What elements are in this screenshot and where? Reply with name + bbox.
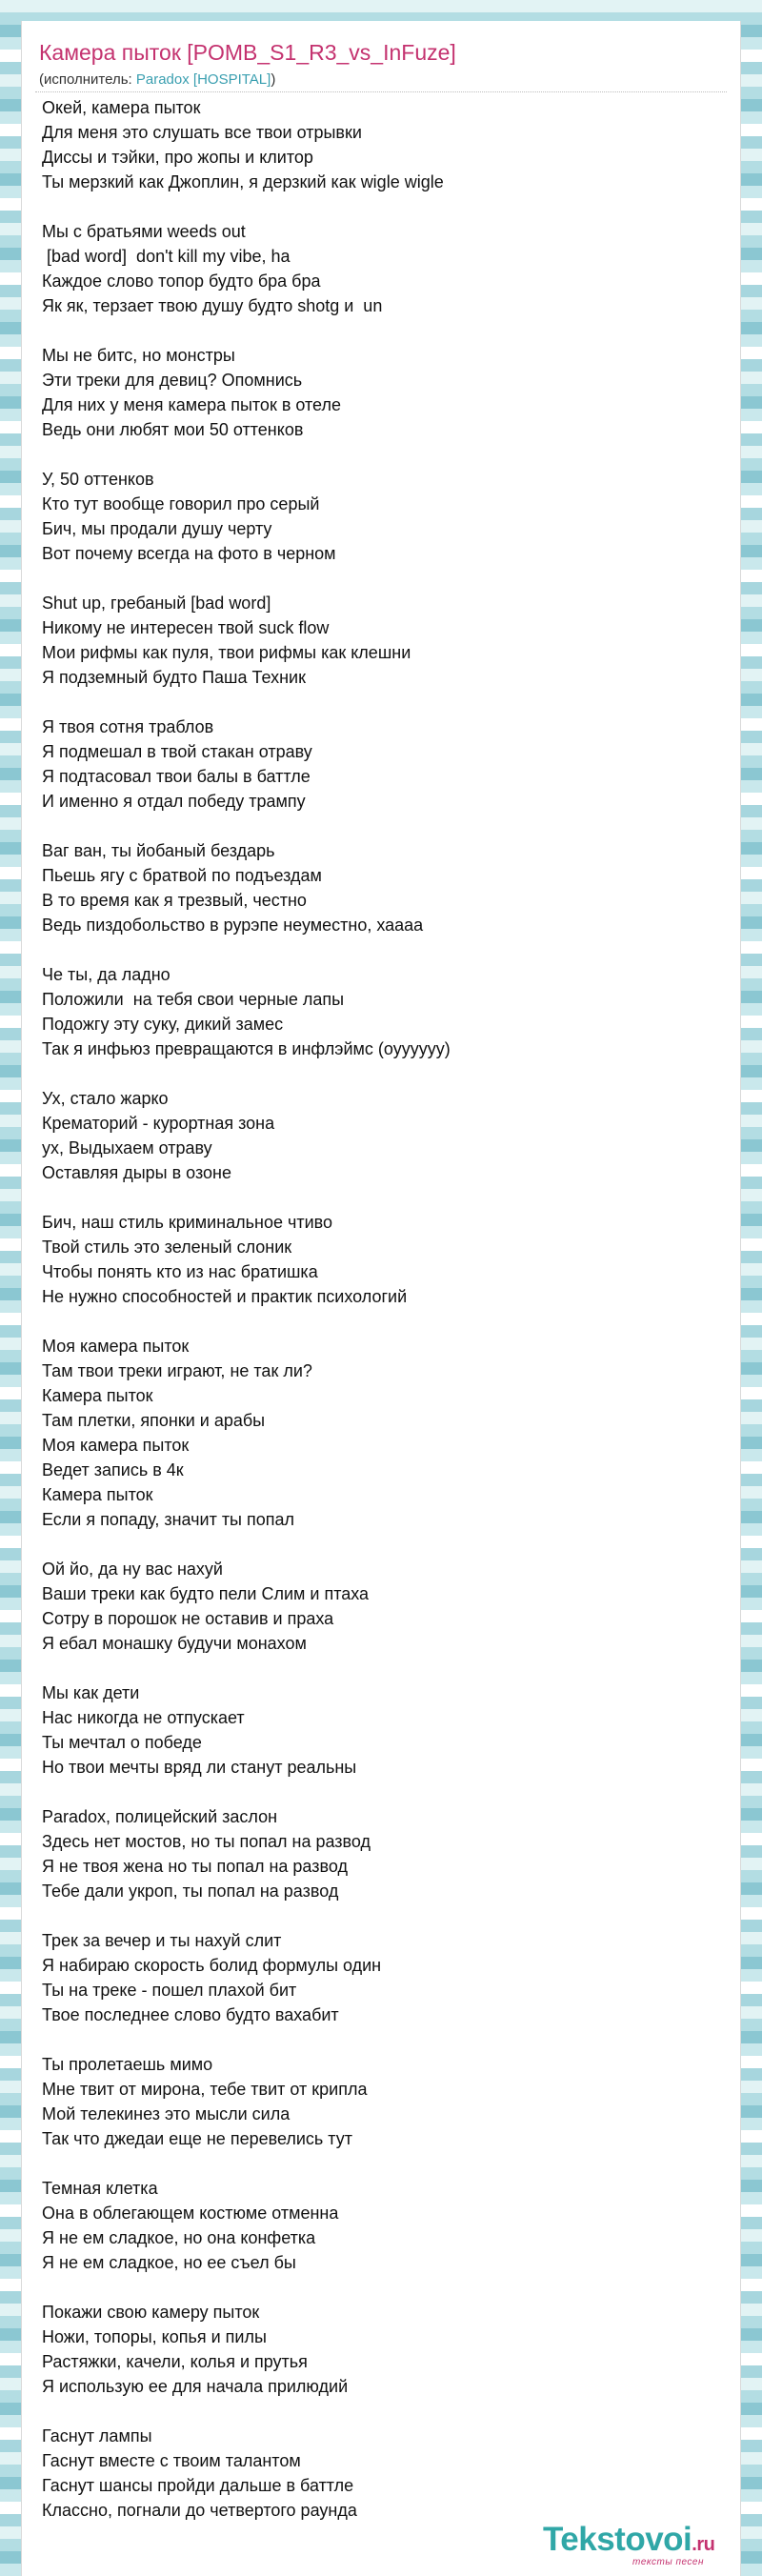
lyric-line: Моя камера пыток	[42, 1337, 190, 1356]
page-title: Камера пыток [POMB_S1_R3_vs_InFuze]	[39, 40, 456, 65]
lyric-line: Но твои мечты вряд ли станут реальны	[42, 1758, 357, 1777]
lyrics-stanza	[42, 2300, 709, 2399]
artist-suffix: )	[271, 71, 276, 88]
lyric-line: Мы не битс, но монстры	[42, 346, 235, 365]
lyric-line: Мои рифмы как пуля, твои рифмы как клешни	[42, 643, 411, 662]
lyric-line: Здесь нет мостов, но ты попал на развод	[42, 1832, 371, 1851]
lyric-line: Эти треки для девиц? Опомнись	[42, 371, 303, 390]
logo-tagline: тексты песен	[632, 2557, 704, 2567]
lyric-line: Оставляя дыры в озоне	[42, 1163, 231, 1182]
lyric-line: [bad word] don't kill my vibe, ha	[42, 247, 291, 266]
lyric-line: Темная клетка	[42, 2179, 158, 2198]
lyric-line: Бич, наш стиль криминальное чтиво	[42, 1213, 333, 1232]
lyric-line: Че ты, да ладно	[42, 965, 170, 984]
lyric-line: Положили на тебя свои черные лапы	[42, 990, 345, 1009]
lyric-line: Бич, мы продали душу черту	[42, 519, 272, 538]
lyric-line: Ножи, топоры, копья и пилы	[42, 2327, 267, 2346]
lyric-line: Растяжки, качели, колья и прутья	[42, 2352, 308, 2371]
lyric-line: Трек за вечер и ты нахуй слит	[42, 1931, 282, 1950]
lyric-line: В то время как я трезвый, честно	[42, 891, 307, 910]
lyric-line: Она в облегающем костюме отменна	[42, 2204, 339, 2223]
lyric-line: Окей, камера пыток	[42, 98, 201, 117]
lyric-line: Классно, погнали до четвертого раунда	[42, 2501, 357, 2520]
lyrics-stanza	[42, 1804, 709, 1903]
lyrics-stanza	[42, 1557, 709, 1656]
lyric-line: Ваши треки как будто пели Слим и птаха	[42, 1584, 370, 1603]
lyric-line: Так я инфьюз превращаются в инфлэймс (оуууууу)	[42, 1039, 451, 1058]
lyrics-stanza	[42, 95, 709, 194]
lyric-line: Диссы и тэйки, про жопы и клитор	[42, 148, 313, 167]
lyrics-stanza	[42, 1680, 709, 1780]
lyric-line: Никому не интересен твой suck flow	[42, 618, 330, 637]
lyric-line: Я использую ее для начала прилюдий	[42, 2377, 349, 2396]
lyrics-stanza	[42, 1928, 709, 2027]
lyrics-stanza	[42, 1210, 709, 1309]
lyric-line: Для них у меня камера пыток в отеле	[42, 395, 341, 414]
artist-link[interactable]: Paradox [HOSPITAL]	[135, 71, 271, 88]
lyrics-stanza	[42, 2176, 709, 2275]
title-divider	[35, 91, 727, 92]
lyrics-stanza	[42, 1086, 709, 1185]
lyric-line: Я подтасовал твои балы в баттле	[42, 767, 311, 786]
lyric-line: Подожгу эту суку, дикий замес	[42, 1015, 284, 1034]
lyric-line: Кто тут вообще говорил про серый	[42, 494, 320, 513]
lyrics-stanza	[42, 219, 709, 318]
site-logo[interactable]	[543, 2521, 748, 2568]
lyric-line: Я подмешал в твой стакан отраву	[42, 742, 312, 761]
lyric-line: Shut up, гребаный [bad word]	[42, 594, 271, 613]
logo-name: Tekstovoi	[543, 2521, 692, 2558]
lyric-line: Мне твит от мирона, тебе твит от крипла	[42, 2080, 368, 2099]
lyric-line: Тебе дали укроп, ты попал на развод	[42, 1882, 339, 1901]
logo-wordmark	[543, 2521, 714, 2559]
lyric-line: Покажи свою камеру пыток	[42, 2303, 260, 2322]
lyrics-stanza	[42, 591, 709, 690]
lyric-line: Ведь пиздобольство в рурэпе неуместно, хаааа	[42, 916, 424, 935]
lyrics-body	[42, 95, 709, 2547]
lyric-line: Каждое слово топор будто бра бра	[42, 272, 321, 291]
lyric-line: Ведет запись в 4к	[42, 1460, 184, 1479]
lyric-line: Я подземный будто Паша Техник	[42, 668, 306, 687]
lyrics-stanza	[42, 962, 709, 1061]
lyric-line: Вот почему всегда на фото в черном	[42, 544, 336, 563]
lyric-line: Ой йо, да ну вас нахуй	[42, 1560, 223, 1579]
lyrics-stanza	[42, 838, 709, 937]
lyric-line: Я не ем сладкое, но ее съел бы	[42, 2253, 296, 2272]
lyric-line: Мой телекинез это мысли сила	[42, 2104, 291, 2123]
lyric-line: Моя камера пыток	[42, 1436, 190, 1455]
lyric-line: Там твои треки играют, не так ли?	[42, 1361, 312, 1380]
lyric-line: Чтобы понять кто из нас братишка	[42, 1262, 318, 1281]
lyric-line: Камера пыток	[42, 1485, 153, 1504]
lyric-line: Я не ем сладкое, но она конфетка	[42, 2228, 316, 2247]
lyric-line: Гаснут вместе с твоим талантом	[42, 2451, 301, 2470]
lyric-line: Твой стиль это зеленый слоник	[42, 1238, 292, 1257]
lyric-line: Ты мерзкий как Джоплин, я дерзкий как wigle wigle	[42, 172, 444, 191]
lyric-line: Я твоя сотня траблов	[42, 717, 214, 736]
lyric-line: Я ебал монашку будучи монахом	[42, 1634, 307, 1653]
lyric-line: Ты на треке - пошел плахой бит	[42, 1981, 297, 2000]
lyric-line: Там плетки, японки и арабы	[42, 1411, 266, 1430]
lyrics-stanza	[42, 2052, 709, 2151]
lyric-line: Ваг ван, ты йобаный бездарь	[42, 841, 275, 860]
artist-line	[39, 71, 275, 88]
lyrics-stanza	[42, 2424, 709, 2523]
lyric-line: Не нужно способностей и практик психологий	[42, 1287, 408, 1306]
lyric-line: Если я попаду, значит ты попал	[42, 1510, 295, 1529]
logo-tld: .ru	[692, 2534, 715, 2555]
lyric-line: Твое последнее слово будто вахабит	[42, 2005, 339, 2024]
lyric-line: Ух, стало жарко	[42, 1089, 169, 1108]
lyrics-card	[21, 21, 741, 2576]
lyric-line: Мы как дети	[42, 1683, 140, 1702]
lyrics-stanza	[42, 343, 709, 442]
lyric-line: Крематорий - курортная зона	[42, 1114, 275, 1133]
lyric-line: И именно я отдал победу трампу	[42, 792, 306, 811]
lyric-line: Сотру в порошок не оставив и праха	[42, 1609, 334, 1628]
lyric-line: Нас никогда не отпускает	[42, 1708, 245, 1727]
lyric-line: Я набираю скорость болид формулы один	[42, 1956, 382, 1975]
lyric-line: Ты пролетаешь мимо	[42, 2055, 213, 2074]
lyric-line: Мы с братьями weeds out	[42, 222, 246, 241]
lyrics-stanza	[42, 467, 709, 566]
lyric-line: Гаснут шансы пройди дальше в баттле	[42, 2476, 354, 2495]
lyric-line: Гаснут лампы	[42, 2426, 152, 2445]
lyrics-stanza	[42, 714, 709, 814]
lyric-line: Камера пыток	[42, 1386, 153, 1405]
lyric-line: Я не твоя жена но ты попал на развод	[42, 1857, 348, 1876]
lyrics-stanza	[42, 1334, 709, 1532]
lyric-line: Ведь они любят мои 50 оттенков	[42, 420, 304, 439]
artist-prefix: (исполнитель:	[39, 71, 136, 88]
lyric-line: У, 50 оттенков	[42, 470, 154, 489]
lyric-line: ух, Выдыхаем отраву	[42, 1138, 212, 1157]
lyric-line: Як як, терзает твою душу будто shotg и un	[42, 296, 383, 315]
lyric-line: Пьешь ягу с братвой по подъездам	[42, 866, 322, 885]
lyric-line: Так что джедаи еще не перевелись тут	[42, 2129, 352, 2148]
lyric-line: Для меня это слушать все твои отрывки	[42, 123, 362, 142]
lyric-line: Paradox, полицейский заслон	[42, 1807, 278, 1826]
lyric-line: Ты мечтал о победе	[42, 1733, 202, 1752]
